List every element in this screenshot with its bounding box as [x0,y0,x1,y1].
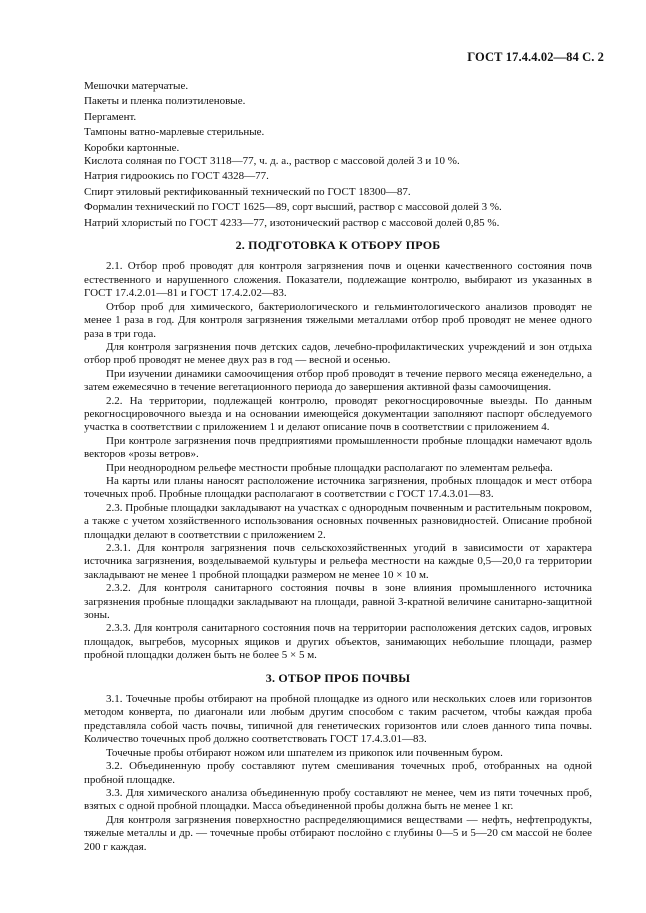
paragraph: Отбор проб для химического, бактериологического и гельминтологического анализов проводят не менее 1 раза в год. Для контроля загрязнения тяжелыми металлами отбор проб проводят не менее одного раза в три года. [84,300,592,340]
page-header: ГОСТ 17.4.4.02—84 С. 2 [467,50,604,64]
paragraph: 3.3. Для химического анализа объединенную пробу составляют не менее, чем из пяти точечных проб, взятых с одной пробной площадки. Масса объединенной пробы должна быть не менее 1 кг. [84,786,592,813]
list-item: Пакеты и пленка полиэтиленовые. [84,95,246,108]
section-3-body [84,693,592,854]
materials-list [84,80,592,230]
list-item: Мешочки матерчатые. [84,80,189,92]
list-item: Спирт этиловый ректификованный технический по ГОСТ 18300—87. [84,185,411,198]
section-2-title: 2. ПОДГОТОВКА К ОТБОРУ ПРОБ [235,238,441,253]
list-item: Натрия гидроокись по ГОСТ 4328—77. [84,170,269,183]
paragraph: При изучении динамики самоочищения отбор проб проводят в течение первого месяца еженедельно, а затем ежемесячно в течение вегетационного периода до завершения активной фазы самоочищения. [84,367,592,394]
paragraph: 2.3.2. Для контроля санитарного состояния почвы в зоне влияния промышленного источника загрязнения пробные площадки закладывают на площади, равной 3-кратной величине санитарно-защитной зоны. [84,582,592,622]
paragraph: Точечные пробы отбирают ножом или шпателем из прикопок или почвенным буром. [106,746,503,759]
paragraph: 2.1. Отбор проб проводят для контроля загрязнения почв и оценки качественного состояния почв естественного и нарушенного сложения. Показатели, подлежащие контролю, выбирают из указанных в ГОСТ 17.4.2.01—81 и ГОСТ 17.4.2.02—83. [84,260,592,300]
section-3-title: 3. ОТБОР ПРОБ ПОЧВЫ [265,670,411,685]
list-item: Пергамент. [84,110,137,123]
list-item: Тампоны ватно-марлевые стерильные. [84,126,265,139]
page-content [84,80,592,854]
paragraph: 2.3.1. Для контроля загрязнения почв сельскохозяйственных угодий в зависимости от характера источника загрязнения, возделываемой культуры и рельефа местности на каждые 0,5—20,0 га территории закладывают не менее 1 пробной площадки размером не менее 10 × 10 м. [84,542,592,581]
paragraph: При контроле загрязнения почв предприятиями промышленности пробные площадки намечают вдоль векторов «розы ветров». [84,434,592,461]
section-2-body [84,260,592,662]
list-item: Формалин технический по ГОСТ 1625—89, сорт высший, раствор с массовой долей 3 %. [84,201,502,214]
list-item: Коробки картонные. [84,141,180,154]
paragraph: 3.2. Объединенную пробу составляют путем смешивания точечных проб, отобранных на одной пробной площадке. [84,760,592,786]
list-item: Кислота соляная по ГОСТ 3118—77, ч. д. а., раствор с массовой долей 3 и 10 %. [84,155,460,168]
paragraph: 3.1. Точечные пробы отбирают на пробной площадке из одного или нескольких слоев или горизонтов методом конверта, по диагонали или любым другим способом с таким расчетом, чтобы каждая проба представляла собой часть почвы, типичной для генетических горизонтов или слоев данного типа почвы. Количество точечных проб должно соответствовать ГОСТ 17.4.3.01—83. [84,693,592,746]
paragraph: При неоднородном рельефе местности пробные площадки располагают по элементам рельефа. [106,461,553,474]
paragraph: На карты или планы наносят расположение источника загрязнения, пробных площадок и мест отбора точечных проб. Пробные площадки располагают в соответствии с ГОСТ 17.4.3.01—83. [84,474,592,501]
paragraph: Для контроля загрязнения поверхностно распределяющимися веществами — нефть, нефтепродукты, тяжелые металлы и др. — точечные пробы отбирают послойно с глубины 0—5 и 5—20 см массой не более 200 г каждая. [84,813,592,853]
paragraph: 2.2. На территории, подлежащей контролю, проводят рекогносцировочные выезды. По данным рекогносцировочного выезда и на основании имеющейся документации заполняют паспорт обследуемого участка в соответствии с приложением 1 и делают описание почв в соответствии с приложением 4. [84,394,592,434]
paragraph: 2.3.3. Для контроля санитарного состояния почв на территории расположения детских садов, игровых площадок, выгребов, мусорных ящиков и других объектов, занимающих небольшие площади, размер пробной площадки должен быть не более 5 × 5 м. [84,622,592,662]
paragraph: Для контроля загрязнения почв детских садов, лечебно-профилактических учреждений и зон отдыха отбор проб проводят не менее двух раз в год — весной и осенью. [84,340,592,367]
paragraph: 2.3. Пробные площадки закладывают на участках с однородным почвенным и растительным покровом, а также с учетом хозяйственного использования основных почвенных разновидностей. Описание пробной площадки делают в соответствии с приложением 2. [84,501,592,541]
list-item: Натрий хлористый по ГОСТ 4233—77, изотонический раствор с массовой долей 0,85 %. [84,216,500,229]
